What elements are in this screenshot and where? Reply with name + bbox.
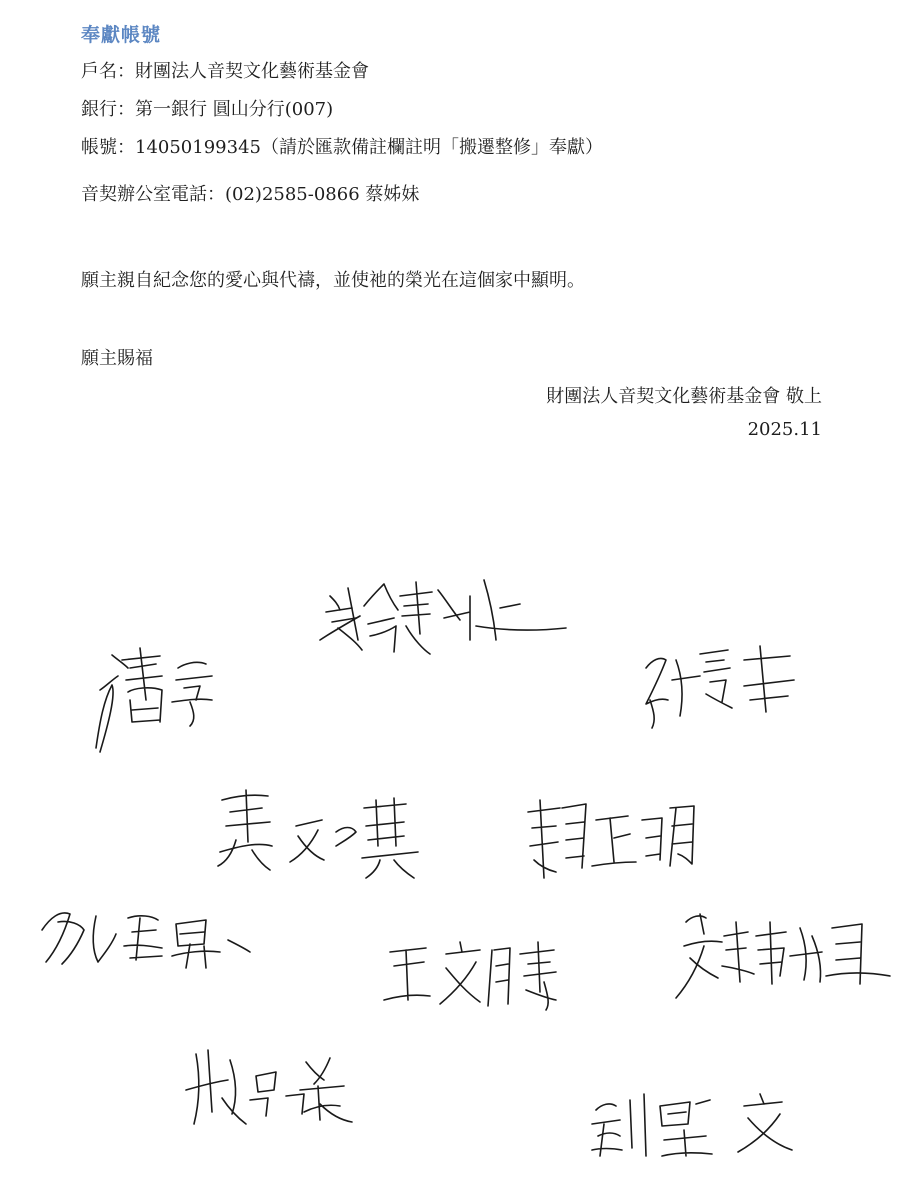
closing-line: 願主賜福 [81,348,153,369]
signature-liu-mengsheng [42,913,250,968]
signature-qiu [320,580,566,654]
signature-jiang [218,790,418,878]
signature-wang [384,942,556,1010]
office-phone-line: 音契辦公室電話：(02)2585-0866 蔡姊妹 [81,184,420,205]
signature-sun [646,646,794,728]
account-number-line: 帳號：14050199345（請於匯款備註欄註明「搬遷整修」奉獻） [81,137,603,158]
signature-lai [528,800,694,878]
bank-line: 銀行：第一銀行 圓山分行(007) [81,99,334,120]
section-title: 奉獻帳號 [81,24,162,46]
sign-off-date: 2025.11 [747,419,822,440]
signature-liu-shengwen [592,1094,792,1156]
blessing-line: 願主親自紀念您的愛心與代禱，並使祂的榮光在這個家中顯明。 [81,270,585,291]
signature-wu [186,1050,352,1124]
sign-off-organization: 財團法人音契文化藝術基金會 敬上 [546,386,822,407]
signature-pan [96,648,212,752]
signature-cai [676,914,890,998]
account-name-line: 戶名：財團法人音契文化藝術基金會 [81,61,369,82]
